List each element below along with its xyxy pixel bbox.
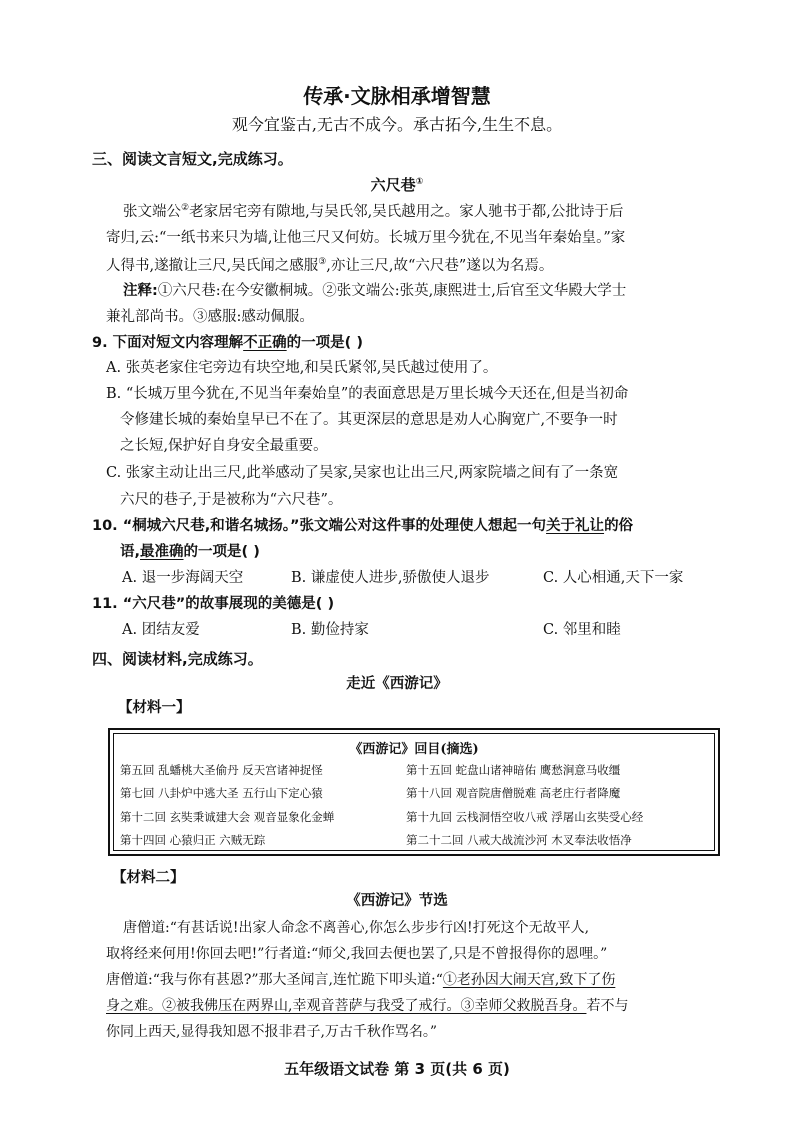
q9-option-a: A. 张英老家住宅旁边有块空地,和吴氏紧邻,吴氏越过使用了。 bbox=[106, 360, 498, 376]
passage-text: 老家居宅旁有隙地,与吴氏邻,吴氏越用之。家人驰书于都,公批诗于后 bbox=[189, 203, 624, 220]
excerpt-line: 唐僧道:“有甚话说!出家人命念不离善心,你怎么步步行凶!打死这个无故平人, bbox=[123, 920, 590, 936]
q10-option-a: A. 退一步海阔天空 bbox=[122, 570, 244, 586]
notes-text: ①六尺巷:在今安徽桐城。②张文端公:张英,康熙进士,后官至文华殿大学士 bbox=[157, 283, 627, 299]
chapter-item: 第七回 八卦炉中逃大圣 五行山下定心猿 bbox=[120, 786, 323, 800]
excerpt-text: 若不与 bbox=[586, 998, 629, 1014]
question-10-stem-cont bbox=[120, 544, 260, 561]
excerpt-line bbox=[106, 972, 615, 989]
excerpt-title: 《西游记》节选 bbox=[346, 893, 448, 909]
q9-option-b-cont: 令修建长城的秦始皇早已不在了。其更深层的意思是劝人心胸宽广,不要争一时 bbox=[120, 412, 618, 428]
chapter-list-box bbox=[108, 728, 720, 856]
q9-option-b-cont: 之长短,保护好自身安全最重要。 bbox=[120, 438, 328, 454]
q9-option-c: C. 张家主动让出三尺,此举感动了吴家,吴家也让出三尺,两家院墙之间有了一条宽 bbox=[106, 465, 619, 481]
question-text: 语, bbox=[120, 544, 141, 560]
page-motto: 观今宜鉴古,无古不成今。承古拓今,生生不息。 bbox=[231, 115, 563, 134]
q9-option-b: B. “长城万里今犹在,不见当年秦始皇”的表面意思是万里长城今天还在,但是当初命 bbox=[106, 386, 629, 402]
q9-option-c-cont: 六尺的巷子,于是被称为“六尺巷”。 bbox=[120, 492, 343, 508]
notes-line bbox=[123, 283, 626, 300]
excerpt-line bbox=[106, 998, 628, 1015]
question-text: 10. “桐城六尺巷,和谐名城扬。”张文端公对这件事的处理使人想起一句 bbox=[92, 518, 547, 534]
passage-title bbox=[0, 176, 794, 194]
notes-line: 兼礼部尚书。③感服:感动佩服。 bbox=[106, 309, 314, 325]
q10-option-b: B. 谦虚使人进步,骄傲使人退步 bbox=[291, 570, 490, 586]
excerpt-underlined: 身之难。②被我佛压在两界山,幸观音菩萨与我受了戒行。③幸师父救脱吾身。 bbox=[106, 998, 587, 1014]
q11-option-a: A. 团结友爱 bbox=[122, 622, 200, 638]
section-3-heading: 三、阅读文言短文,完成练习。 bbox=[92, 150, 293, 168]
chapter-item: 第十五回 蛇盘山诸神暗佑 鹰愁涧意马收缰 bbox=[406, 763, 621, 777]
q11-option-b: B. 勤俭持家 bbox=[291, 622, 369, 638]
chapter-list-title: 《西游记》回目(摘选) bbox=[349, 742, 479, 757]
material-1-label: 【材料一】 bbox=[118, 700, 191, 716]
question-9-stem bbox=[92, 335, 363, 352]
chapter-item: 第五回 乱蟠桃大圣偷丹 反天宫诸神捉怪 bbox=[120, 763, 323, 777]
q11-option-c: C. 邻里和睦 bbox=[543, 622, 621, 638]
excerpt-line: 你同上西天,显得我知恩不报非君子,万古千秋作骂名。” bbox=[106, 1024, 438, 1040]
question-10-stem bbox=[92, 518, 633, 535]
excerpt-underlined: ①老孙因大闹天宫,致下了伤 bbox=[442, 972, 616, 988]
footnote-marker: ③ bbox=[318, 257, 327, 267]
chapter-item: 第十四回 心猿归正 六贼无踪 bbox=[120, 833, 266, 847]
passage-text: 人得书,遂撤让三尺,吴氏闻之感服 bbox=[106, 257, 319, 274]
footnote-marker: ① bbox=[415, 177, 424, 187]
notes-label: 注释: bbox=[123, 283, 158, 299]
section-4-title: 走近《西游记》 bbox=[346, 676, 448, 692]
question-text: 9. 下面对短文内容理解 bbox=[92, 335, 244, 351]
passage-line bbox=[123, 203, 623, 221]
passage-text: ,亦让三尺,故“六尺巷”遂以为名焉。 bbox=[326, 257, 554, 274]
q10-option-c: C. 人心相通,天下一家 bbox=[543, 570, 684, 586]
question-11-stem: 11. “六尺巷”的故事展现的美德是( ) bbox=[92, 596, 335, 612]
question-emphasis: 最准确 bbox=[140, 544, 184, 560]
material-2-label: 【材料二】 bbox=[112, 870, 185, 886]
excerpt-line: 取将经来何用!你回去吧!”行者道:“师父,我回去便也罢了,只是不曾报得你的恩哩。” bbox=[106, 946, 608, 962]
question-emphasis: 关于礼让 bbox=[546, 518, 605, 534]
section-4-heading: 四、阅读材料,完成练习。 bbox=[92, 650, 263, 668]
question-text: 的一项是( ) bbox=[286, 335, 363, 351]
chapter-item: 第十九回 云栈洞悟空收八戒 浮屠山玄奘受心经 bbox=[406, 810, 644, 824]
chapter-item: 第二十二回 八戒大战流沙河 木叉奉法收悟净 bbox=[406, 833, 632, 847]
passage-line: 寄归,云:“一纸书来只为墙,让他三尺又何妨。长城万里今犹在,不见当年秦始皇。”家 bbox=[106, 230, 626, 246]
excerpt-text: 唐僧道:“我与你有甚恩?”那大圣闻言,连忙跪下叩头道:“ bbox=[106, 972, 443, 988]
passage-text: 张文端公 bbox=[123, 203, 181, 220]
page-footer: 五年级语文试卷 第 3 页(共 6 页) bbox=[284, 1060, 510, 1078]
chapter-item: 第十八回 观音院唐僧脱难 高老庄行者降魔 bbox=[406, 786, 621, 800]
passage-title-text: 六尺巷 bbox=[370, 176, 416, 194]
page-title: 传承·文脉相承增智慧 bbox=[303, 84, 491, 108]
question-text: 的俗 bbox=[604, 518, 634, 534]
chapter-item: 第十二回 玄奘秉诚建大会 观音显象化金蝉 bbox=[120, 810, 335, 824]
question-text: 的一项是( ) bbox=[183, 544, 260, 560]
footnote-marker: ② bbox=[181, 203, 190, 213]
question-emphasis: 不正确 bbox=[243, 335, 287, 351]
passage-line bbox=[106, 257, 553, 275]
